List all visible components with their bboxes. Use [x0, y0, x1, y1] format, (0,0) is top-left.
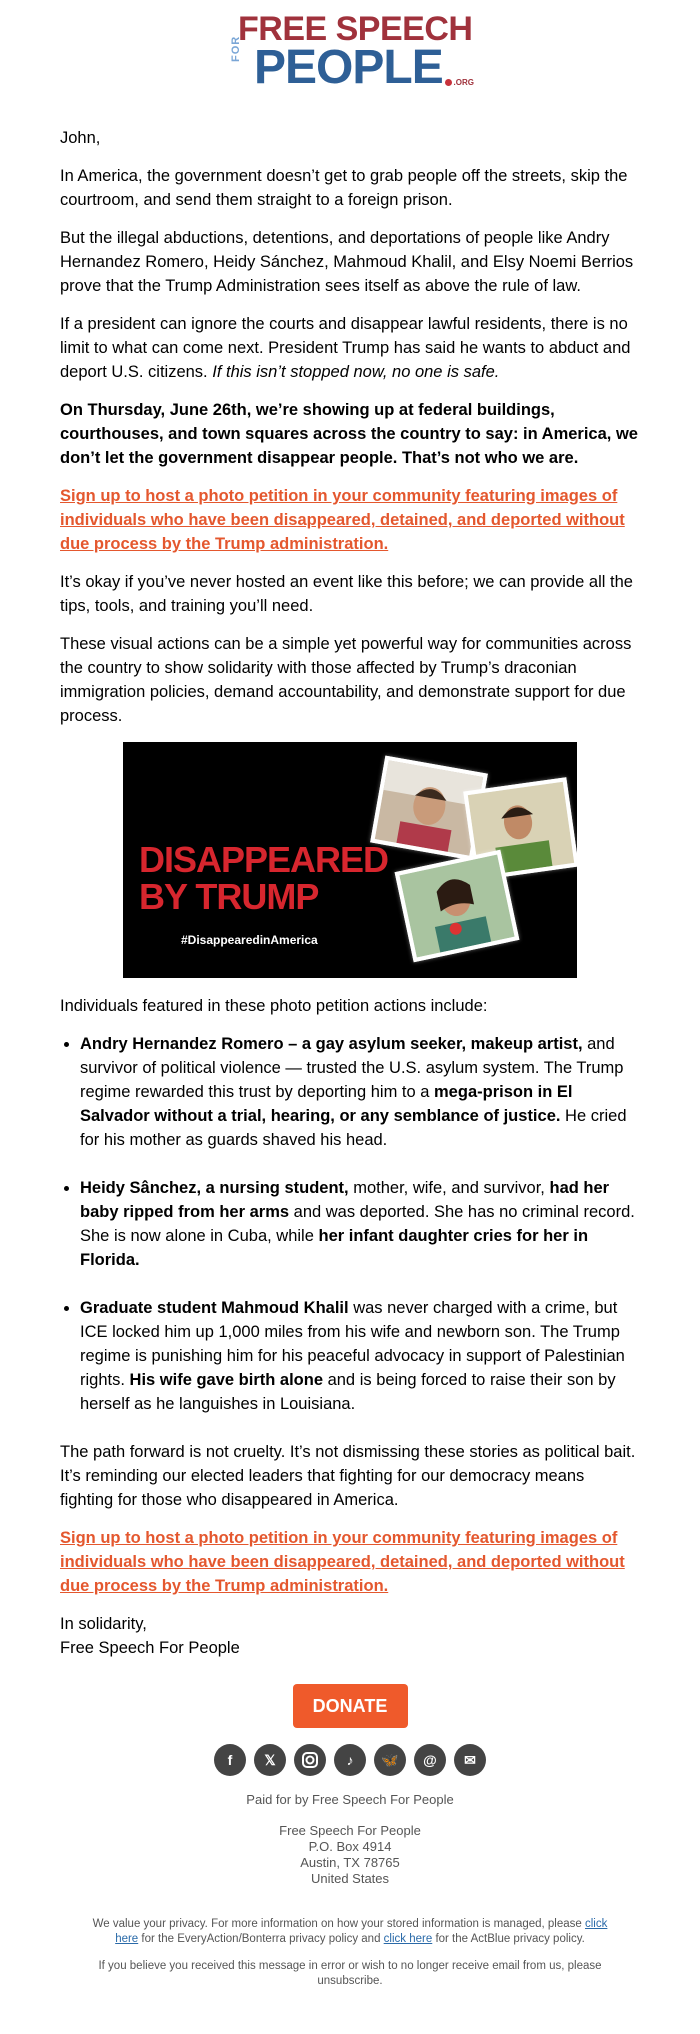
- list-item-andry: • Andry Hernandez Romero – a gay asylum seeker, makeup artist, and survivor of political violence — trusted the U.S. asylum system. The Trump regime rewarded this trust by deporting him to a mega-prison in El Salvador without a trial, hearing, or any semblance of justice. He cried for his mother as guards shaved his head.: [80, 1032, 640, 1152]
- mailing-address: Free Speech For People P.O. Box 4914 Austin, TX 78765 United States: [279, 1823, 421, 1886]
- hero-line1: DISAPPEARED: [139, 839, 389, 880]
- email-body: [60, 126, 640, 1674]
- instagram-icon[interactable]: [294, 1744, 326, 1776]
- unsubscribe-notice[interactable]: If you believe you received this message in error or wish to no longer receive email from us, please unsubscribe.: [98, 1960, 602, 1987]
- paragraph-8: The path forward is not cruelty. It’s not dismissing these stories as political bait. It’s reminding our elected leaders that fighting for our democracy means fighting for those who disappeared in America.: [60, 1443, 636, 1509]
- paragraph-1: In America, the government doesn’t get to grab people off the streets, skip the courtroom, and send them straight to a foreign prison.: [60, 167, 628, 209]
- paragraph-7: Individuals featured in these photo petition actions include:: [60, 997, 488, 1015]
- tiktok-icon[interactable]: ♪: [334, 1744, 366, 1776]
- social-icons: [0, 1744, 700, 1776]
- signup-link-2[interactable]: Sign up to host a photo petition in your community featuring images of individuals who have been disappeared, detained, and deported without due process by the Trump administration.: [60, 1529, 625, 1595]
- facebook-icon[interactable]: f: [214, 1744, 246, 1776]
- photo-mahmoud: [395, 850, 520, 962]
- donate-button[interactable]: DONATE: [293, 1684, 408, 1728]
- paragraph-3: If a president can ignore the courts and disappear lawful residents, there is no limit to what can come next. President Trump has said he wants to abduct and deport U.S. citizens. If this isn’t stopped now, no one is safe.: [60, 315, 631, 381]
- threads-icon[interactable]: @: [414, 1744, 446, 1776]
- fsfp-logo[interactable]: [230, 10, 474, 94]
- x-icon[interactable]: 𝕏: [254, 1744, 286, 1776]
- everyaction-privacy-link[interactable]: click here: [115, 1918, 608, 1945]
- people-list: [60, 1032, 640, 1416]
- paragraph-2: But the illegal abductions, detentions, and deportations of people like Andry Hernandez Romero, Heidy Sánchez, Mahmoud Khalil, and Elsy Noemi Berrios prove that the Trump Administration sees itself as above the rule of law.: [60, 229, 634, 295]
- privacy-notice: We value your privacy. For more information on how your stored information is managed, please click here for the EveryAction/Bonterra privacy policy and click here for the ActBlue privacy policy.: [92, 1918, 608, 1945]
- greeting: John,: [60, 129, 101, 147]
- list-item-heidy: • Heidy Sânchez, a nursing student, mother, wife, and survivor, had her baby ripped from her arms and was deported. She has no criminal record. She is now alone in Cuba, while her infant daughter cries for her in Florida.: [80, 1176, 640, 1272]
- paid-for-by: Paid for by Free Speech For People: [246, 1792, 454, 1807]
- signup-link-1[interactable]: Sign up to host a photo petition in your community featuring images of individuals who have been disappeared, detained, and deported without due process by the Trump administration.: [60, 487, 625, 553]
- hero-line2: BY TRUMP: [139, 876, 319, 917]
- bluesky-icon[interactable]: 🦋: [374, 1744, 406, 1776]
- actblue-privacy-link[interactable]: click here: [383, 1933, 433, 1945]
- hero-hashtag: #DisappearedinAmerica: [181, 933, 318, 947]
- logo-org: .ORG: [445, 78, 474, 87]
- closing: In solidarity,: [60, 1615, 147, 1633]
- footer: [0, 1684, 700, 1989]
- paragraph-6: These visual actions can be a simple yet powerful way for communities across the country to show solidarity with those affected by Trump’s draconian immigration policies, demand accountability, and demonstrate support for due process.: [60, 635, 632, 725]
- list-item-mahmoud: • Graduate student Mahmoud Khalil was never charged with a crime, but ICE locked him up 1,000 miles from his wife and newborn son. The Trump regime is punishing him for his peaceful advocacy in support of Palestinian rights. His wife gave birth alone and is being forced to raise their son by herself as he languishes in Louisiana.: [80, 1296, 640, 1416]
- logo-for: FOR: [230, 35, 242, 62]
- paragraph-4: On Thursday, June 26th, we’re showing up at federal buildings, courthouses, and town squares across the country to say: in America, we don’t let the government disappear people. That’s not who we are.: [60, 401, 638, 467]
- logo-line1: FREE SPEECH: [238, 10, 473, 48]
- logo-line2: PEOPLE: [254, 41, 443, 94]
- signature: Free Speech For People: [60, 1639, 240, 1657]
- email-icon[interactable]: ✉: [454, 1744, 486, 1776]
- paragraph-5: It’s okay if you’ve never hosted an event like this before; we can provide all the tips, tools, and training you’ll need.: [60, 573, 633, 615]
- disappeared-by-trump-image[interactable]: [123, 742, 577, 978]
